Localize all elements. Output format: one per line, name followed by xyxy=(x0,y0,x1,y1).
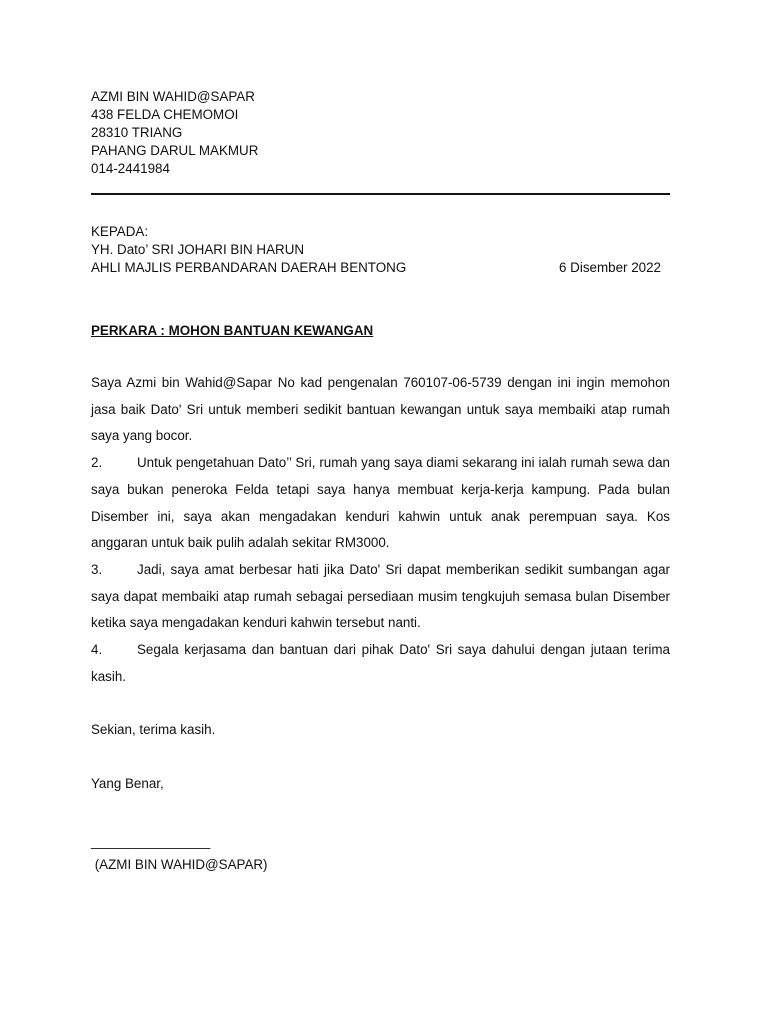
paragraph-4-text: Segala kerjasama dan bantuan dari pihak Dato' Sri saya dahului dengan jutaan terima kasih. xyxy=(91,642,670,684)
recipient-org-row xyxy=(91,259,661,277)
paragraph-2-text: Untuk pengetahuan Dato’’ Sri, rumah yang saya diami sekarang ini ialah rumah sewa dan saya bukan peneroka Felda tetapi saya hanya membuat kerja-kerja kampung. Pada bulan Disember ini, saya akan mengadakan kenduri kahwin untuk anak perempuan saya. Kos anggaran untuk baik pulih adalah sekitar RM3000. xyxy=(91,455,670,551)
sender-address-line-1: 438 FELDA CHEMOMOI xyxy=(91,107,239,122)
paragraph-1-text: Saya Azmi bin Wahid@Sapar No kad pengenalan 760107-06-5739 dengan ini ingin memohon jasa baik Dato' Sri untuk memberi sedikit bantuan kewangan untuk saya membaiki atap rumah saya yang bocor. xyxy=(91,375,670,444)
sender-address-block xyxy=(91,88,258,178)
recipient-to-label: KEPADA: xyxy=(91,224,149,239)
paragraph-3-text: Jadi, saya amat berbesar hati jika Dato' Sri dapat memberikan sedikit sumbangan agar saya dapat membaiki atap rumah sebagai persediaan musim tengkujuh semasa bulan Disember ketika saya mengadakan kenduri kahwin tersebut nanti. xyxy=(91,561,670,631)
letter-body xyxy=(91,370,670,690)
sender-address-line-3: PAHANG DARUL MAKMUR xyxy=(91,143,259,158)
paragraph-3-number: 3. xyxy=(91,561,103,577)
closing-thanks: Sekian, terima kasih. xyxy=(91,722,216,737)
signature-line: ________________ xyxy=(91,834,211,849)
sender-address-line-2: 28310 TRIANG xyxy=(91,125,183,140)
header-divider xyxy=(91,193,670,195)
recipient-organization: AHLI MAJLIS PERBANDARAN DAERAH BENTONG xyxy=(91,260,407,275)
letter-subject: PERKARA : MOHON BANTUAN KEWANGAN xyxy=(91,323,374,338)
letter-date: 6 Disember 2022 xyxy=(559,260,661,275)
closing-yours: Yang Benar, xyxy=(91,776,164,791)
recipient-name: YH. Dato’ SRI JOHARI BIN HARUN xyxy=(91,242,305,257)
paragraph-2-number: 2. xyxy=(91,455,103,471)
sender-phone: 014-2441984 xyxy=(91,161,170,176)
signature-name: (AZMI BIN WAHID@SAPAR) xyxy=(91,857,268,872)
recipient-block xyxy=(91,223,670,277)
paragraph-3 xyxy=(91,557,670,637)
paragraph-2 xyxy=(91,450,670,557)
sender-name: AZMI BIN WAHID@SAPAR xyxy=(91,89,255,104)
paragraph-1 xyxy=(91,370,670,450)
paragraph-4 xyxy=(91,637,670,690)
paragraph-4-number: 4. xyxy=(91,642,103,658)
